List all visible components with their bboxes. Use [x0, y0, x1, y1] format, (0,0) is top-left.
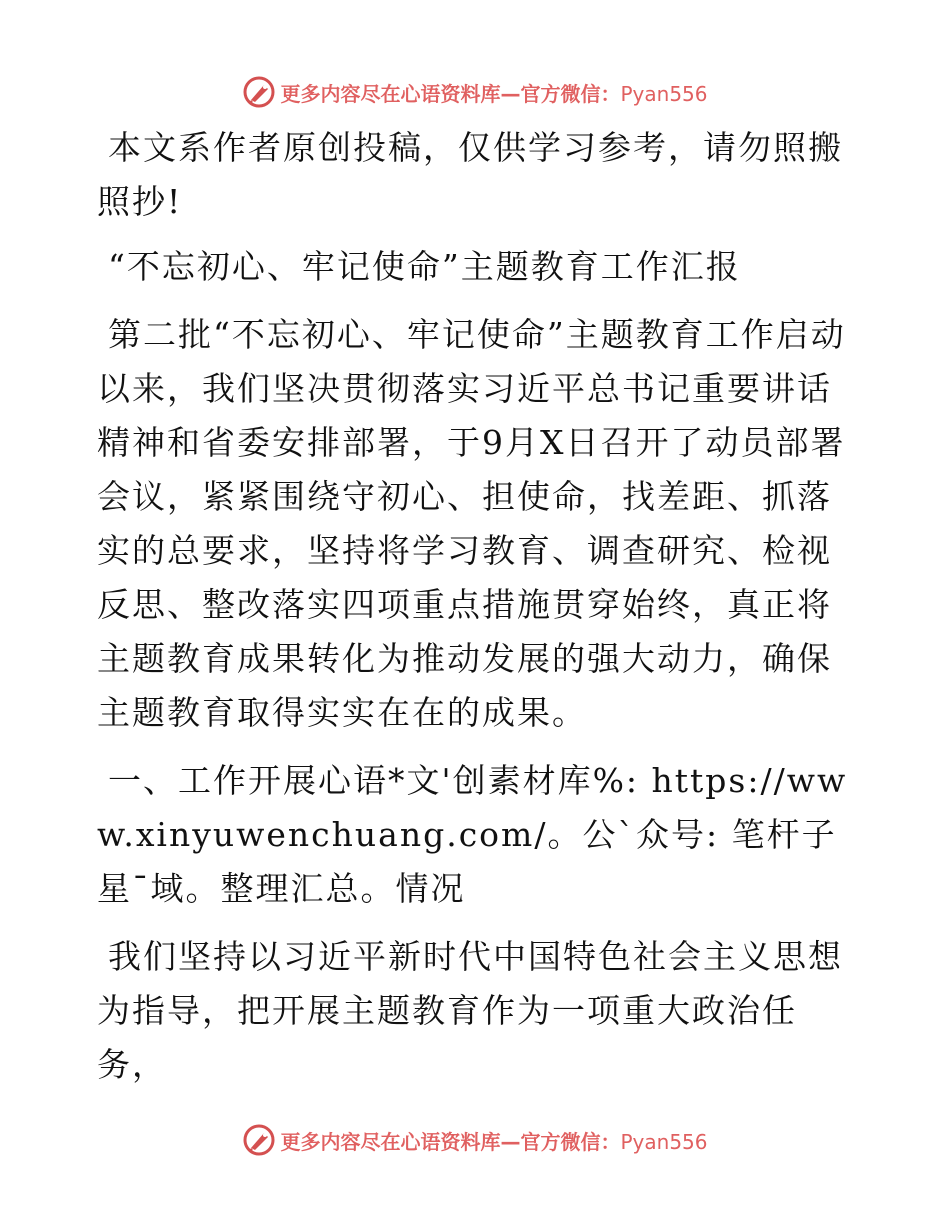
banner-text — [280, 1126, 707, 1155]
footer-watermark-banner — [0, 1118, 950, 1162]
section-heading-1: 一、工作开展心语*文'创素材库%: https://www.xinyuwenchuang.com/。公`众号: 笔杆子星¯域。整理汇总。情况 — [97, 761, 848, 908]
banner-text — [280, 78, 707, 107]
banner-main-text: 更多内容尽在心语资料库 — [280, 81, 501, 106]
pen-nib-logo-icon — [242, 1123, 276, 1157]
banner-dash: — — [500, 81, 521, 106]
banner-main-text: 更多内容尽在心语资料库 — [280, 1129, 501, 1154]
intro-paragraph: 第二批“不忘初心、牢记使命”主题教育工作启动以来，我们坚决贯彻落实习近平总书记重要讲话精神和省委安排部署，于9月X日召开了动员部署会议，紧紧围绕守初心、担使命，找差距、抓落实的总要求，坚持将学习教育、调查研究、检视反思、整改落实四项重点措施贯穿始终，真正将主题教育成果转化为推动发展的强大动力，确保主题教育取得实实在在的成果。 — [97, 315, 846, 732]
copyright-notice: 本文系作者原创投稿，仅供学习参考，请勿照搬照抄! — [97, 128, 843, 221]
body-paragraph-1: 我们坚持以习近平新时代中国特色社会主义思想为指导，把开展主题教育作为一项重大政治任务， — [97, 937, 843, 1084]
banner-wechat-id: Pyan556 — [620, 1129, 708, 1154]
banner-wechat-label: 官方微信： — [520, 81, 621, 106]
banner-wechat-id: Pyan556 — [620, 81, 708, 106]
document-body — [97, 121, 855, 1092]
pen-nib-logo-icon — [242, 75, 276, 109]
header-watermark-banner — [0, 70, 950, 114]
banner-wechat-label: 官方微信： — [520, 1129, 621, 1154]
document-title: “不忘初心、牢记使命”主题教育工作汇报 — [108, 247, 741, 286]
banner-dash: — — [500, 1129, 521, 1154]
